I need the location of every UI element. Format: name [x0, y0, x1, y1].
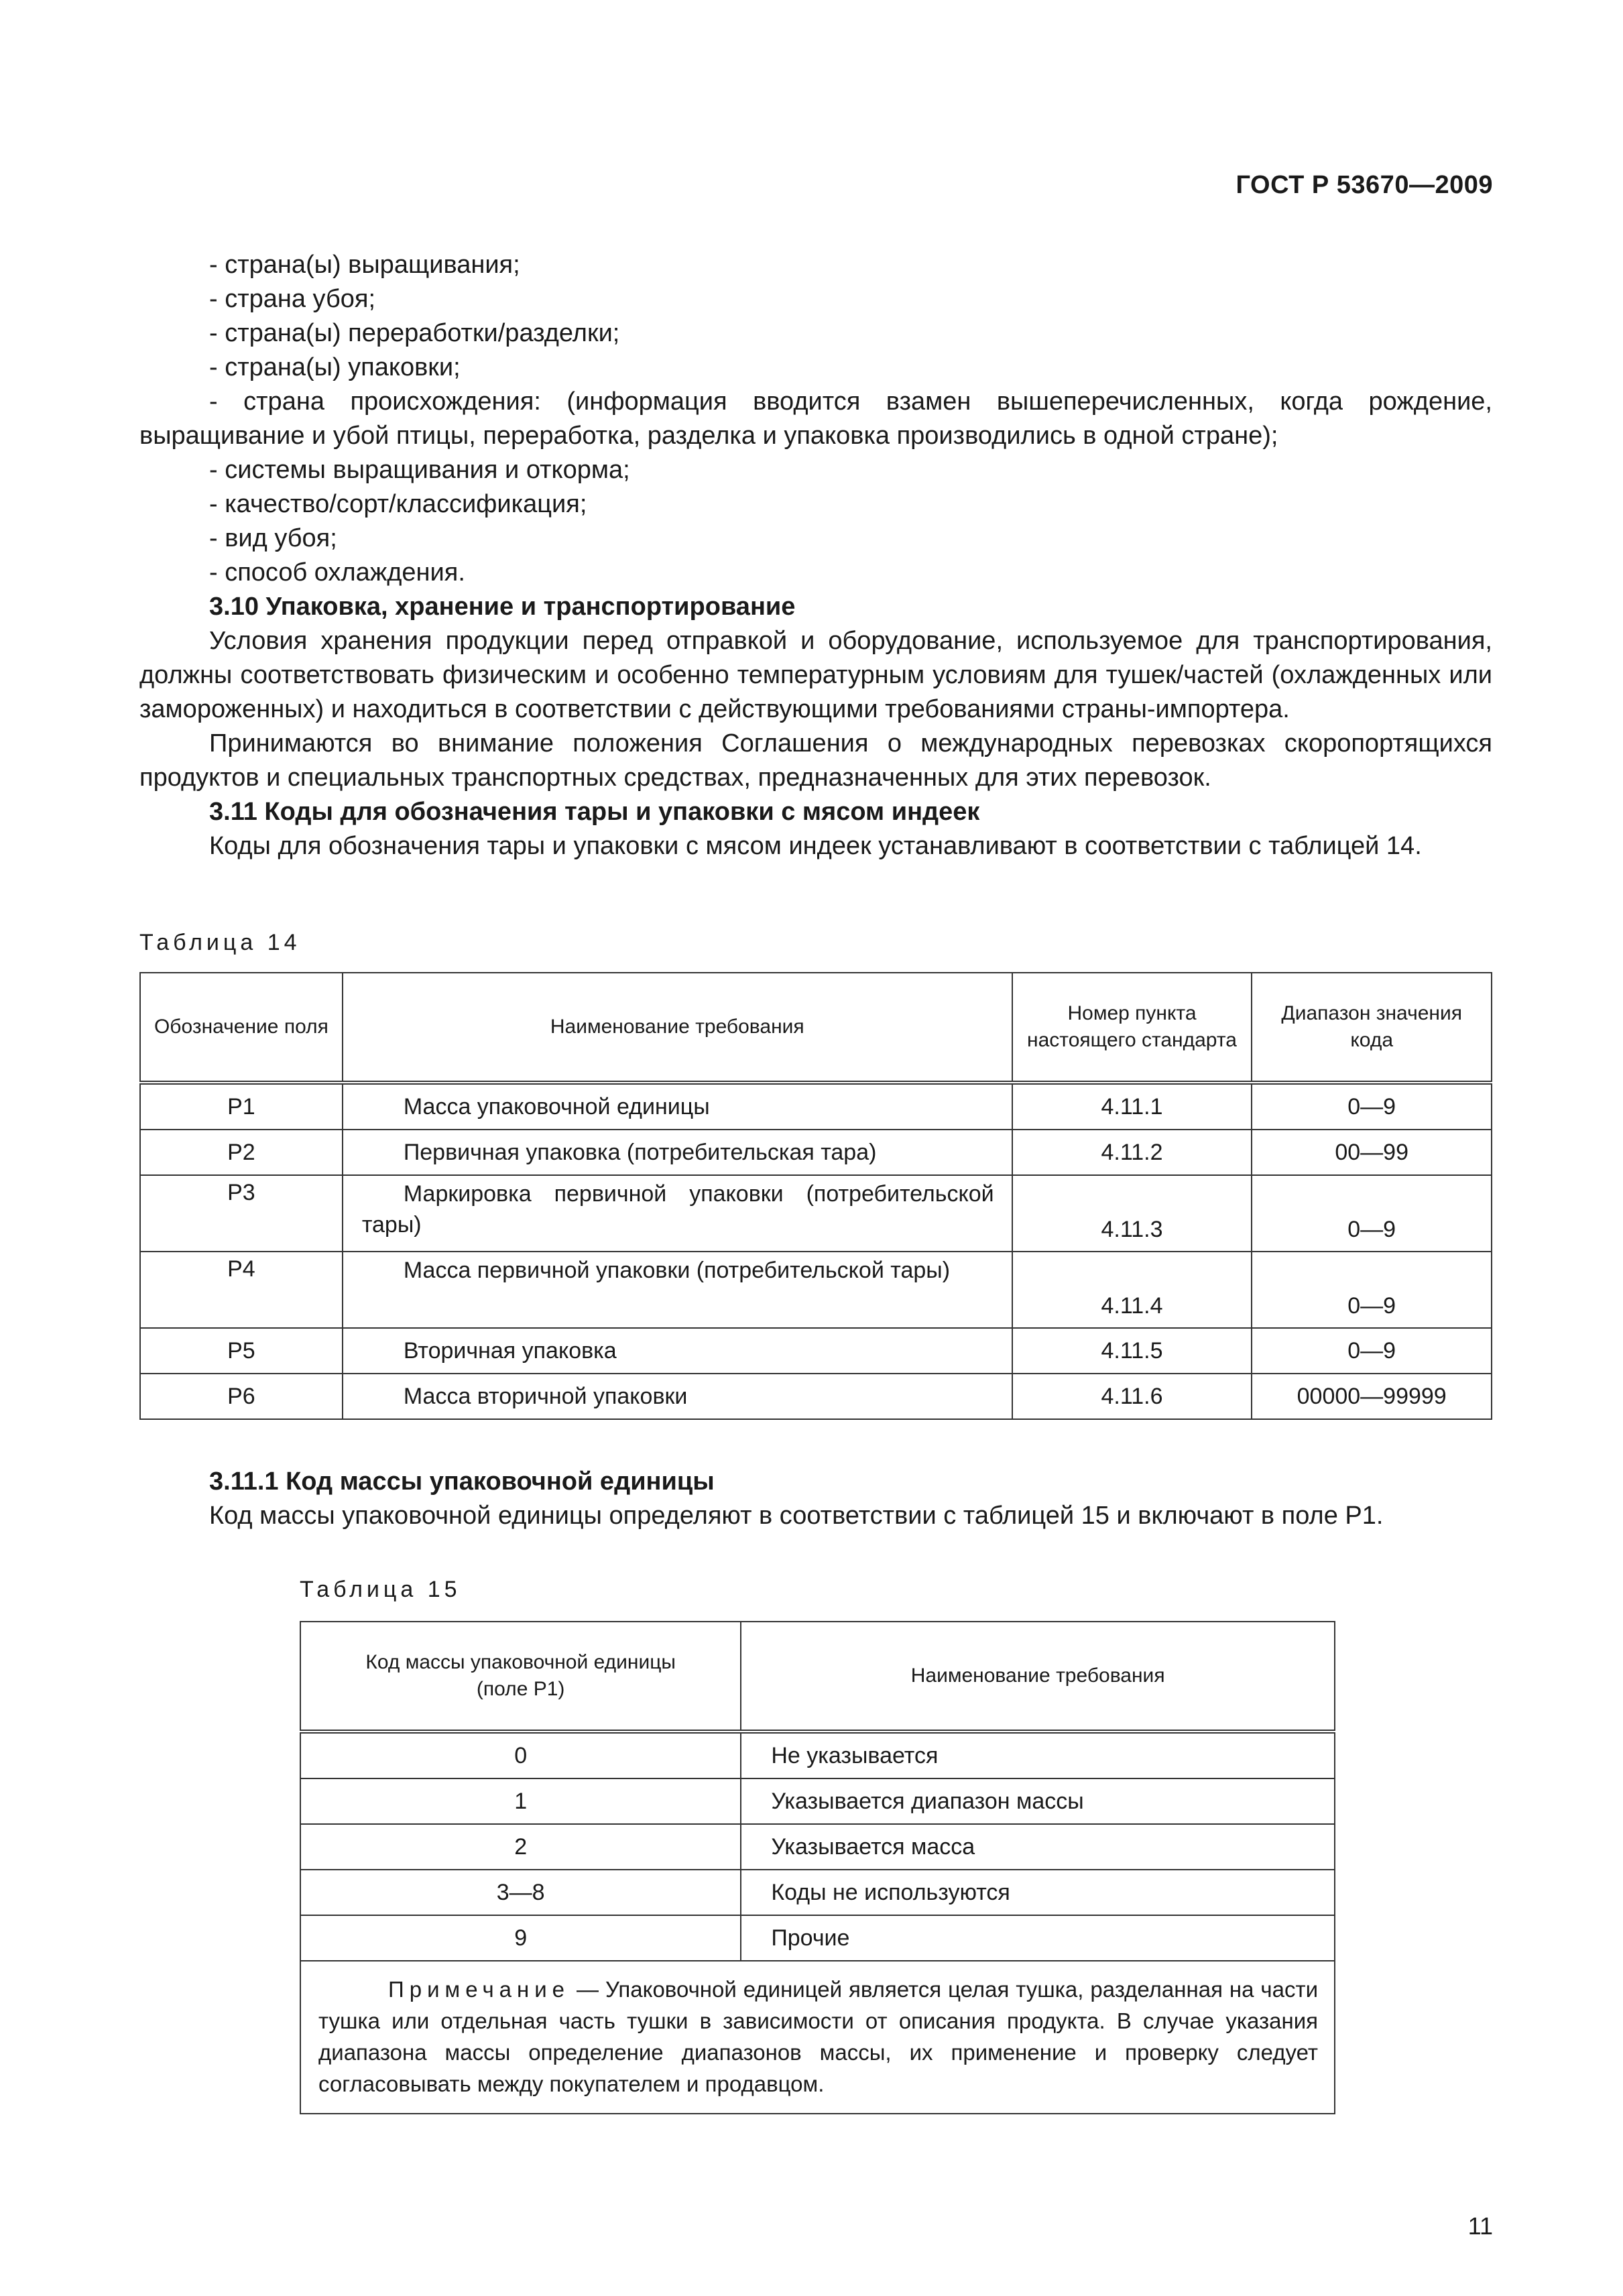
cell-code: 2: [300, 1824, 741, 1870]
cell-clause: 4.11.5: [1012, 1328, 1252, 1374]
cell-name: Указывается диапазон массы: [741, 1778, 1335, 1824]
table-note: [300, 1961, 1335, 2114]
section-heading-3-11: 3.11 Коды для обозначения тары и упаковки с мясом индеек: [209, 798, 980, 826]
section-3-11-1: [139, 1465, 1492, 1533]
table-row: [140, 1175, 1492, 1252]
section-heading-3-10: 3.10 Упаковка, хранение и транспортирование: [209, 593, 796, 621]
cell-field: P1: [140, 1083, 343, 1130]
standard-number: ГОСТ Р 53670—2009: [1236, 171, 1493, 199]
cell-clause: 4.11.6: [1012, 1374, 1252, 1419]
note-label: Примечание: [388, 1977, 570, 2002]
cell-name: Первичная упаковка (потребительская тара): [343, 1130, 1012, 1175]
list-item: - страна(ы) выращивания;: [209, 251, 520, 279]
table-row: [300, 1870, 1335, 1915]
list-item: - страна(ы) переработки/разделки;: [209, 319, 620, 347]
cell-name: Масса вторичной упаковки: [343, 1374, 1012, 1419]
list-item: - качество/сорт/классификация;: [209, 490, 587, 518]
cell-range: 00—99: [1252, 1130, 1492, 1175]
cell-clause: 4.11.3: [1012, 1175, 1252, 1252]
cell-range: 0—9: [1252, 1083, 1492, 1130]
cell-clause: 4.11.1: [1012, 1083, 1252, 1130]
table-header-code: Код массы упаковочной единицы (поле P1): [300, 1622, 741, 1732]
list-item: - страна убоя;: [209, 285, 376, 313]
section-heading-3-11-1: 3.11.1 Код массы упаковочной единицы: [209, 1467, 715, 1496]
table-15: [300, 1621, 1335, 2114]
cell-name: Масса первичной упаковки (потребительской тары): [343, 1252, 1012, 1328]
note-text: — Упаковочной единицей является целая тушка, разделанная на части тушка или отдельная часть тушки в зависимости от описания продукта. В случае указания диапазона массы определение диапазонов массы, их применение и проверку следует согласовывать между покупателем и продавцом.: [318, 1977, 1319, 2096]
cell-name: Не указывается: [741, 1732, 1335, 1778]
table-14: [139, 972, 1492, 1420]
paragraph: Коды для обозначения тары и упаковки с мясом индеек устанавливают в соответствии с таблицей 14.: [209, 832, 1422, 860]
cell-field: P5: [140, 1328, 343, 1374]
cell-name: Прочие: [741, 1915, 1335, 1961]
table-row: [140, 1374, 1492, 1419]
table-header-range: Диапазон значения кода: [1252, 973, 1492, 1083]
cell-range: 00000—99999: [1252, 1374, 1492, 1419]
list-item: - способ охлаждения.: [209, 558, 465, 587]
cell-range: 0—9: [1252, 1252, 1492, 1328]
cell-name: Масса упаковочной единицы: [343, 1083, 1012, 1130]
table-header-clause: Номер пункта настоящего стандарта: [1012, 973, 1252, 1083]
list-item: - системы выращивания и откорма;: [209, 456, 630, 484]
table-row: [300, 1778, 1335, 1824]
cell-name: Коды не используются: [741, 1870, 1335, 1915]
paragraph: Код массы упаковочной единицы определяют в соответствии с таблицей 15 и включают в поле P1.: [209, 1502, 1384, 1530]
table-note-row: [300, 1961, 1335, 2114]
main-text: [139, 248, 1492, 863]
list-item-origin: - страна происхождения: (информация вводится взамен вышеперечисленных, когда рождение, выращивание и убой птицы, переработка, разделка и упаковка производились в одной стране);: [139, 387, 1492, 450]
cell-name: Вторичная упаковка: [343, 1328, 1012, 1374]
table-row: [140, 1083, 1492, 1130]
list-item: - страна(ы) упаковки;: [209, 353, 461, 381]
cell-name: Указывается масса: [741, 1824, 1335, 1870]
paragraph: Принимаются во внимание положения Соглашения о международных перевозках скоропортящихся продуктов и специальных транспортных средствах, предназначенных для этих перевозок.: [139, 729, 1492, 792]
cell-name: Маркировка первичной упаковки (потребительской тары): [343, 1175, 1012, 1252]
paragraph: Условия хранения продукции перед отправкой и оборудование, используемое для транспортирования, должны соответствовать физическим и особенно температурным условиям для тушек/частей (охлажденных или замороженных) и находиться в соответствии с действующими требованиями страны-импортера.: [139, 627, 1492, 723]
cell-code: 9: [300, 1915, 741, 1961]
cell-clause: 4.11.2: [1012, 1130, 1252, 1175]
list-item: - вид убоя;: [209, 524, 337, 552]
page-number: 11: [1467, 2212, 1493, 2240]
cell-field: P6: [140, 1374, 343, 1419]
table-header-name: Наименование требования: [343, 973, 1012, 1083]
cell-field: P2: [140, 1130, 343, 1175]
cell-code: 3—8: [300, 1870, 741, 1915]
cell-clause: 4.11.4: [1012, 1252, 1252, 1328]
table-row: [140, 1252, 1492, 1328]
table14-caption: Таблица 14: [139, 930, 301, 955]
cell-field: P3: [140, 1175, 343, 1252]
table-row: [140, 1328, 1492, 1374]
cell-code: 1: [300, 1778, 741, 1824]
table-header-name: Наименование требования: [741, 1622, 1335, 1732]
cell-code: 0: [300, 1732, 741, 1778]
table-header-field: Обозначение поля: [140, 973, 343, 1083]
table-row: [300, 1915, 1335, 1961]
table-row: [300, 1732, 1335, 1778]
table15-caption: Таблица 15: [300, 1577, 461, 1602]
table-row: [300, 1824, 1335, 1870]
table-row: [140, 1130, 1492, 1175]
cell-range: 0—9: [1252, 1328, 1492, 1374]
cell-field: P4: [140, 1252, 343, 1328]
cell-range: 0—9: [1252, 1175, 1492, 1252]
